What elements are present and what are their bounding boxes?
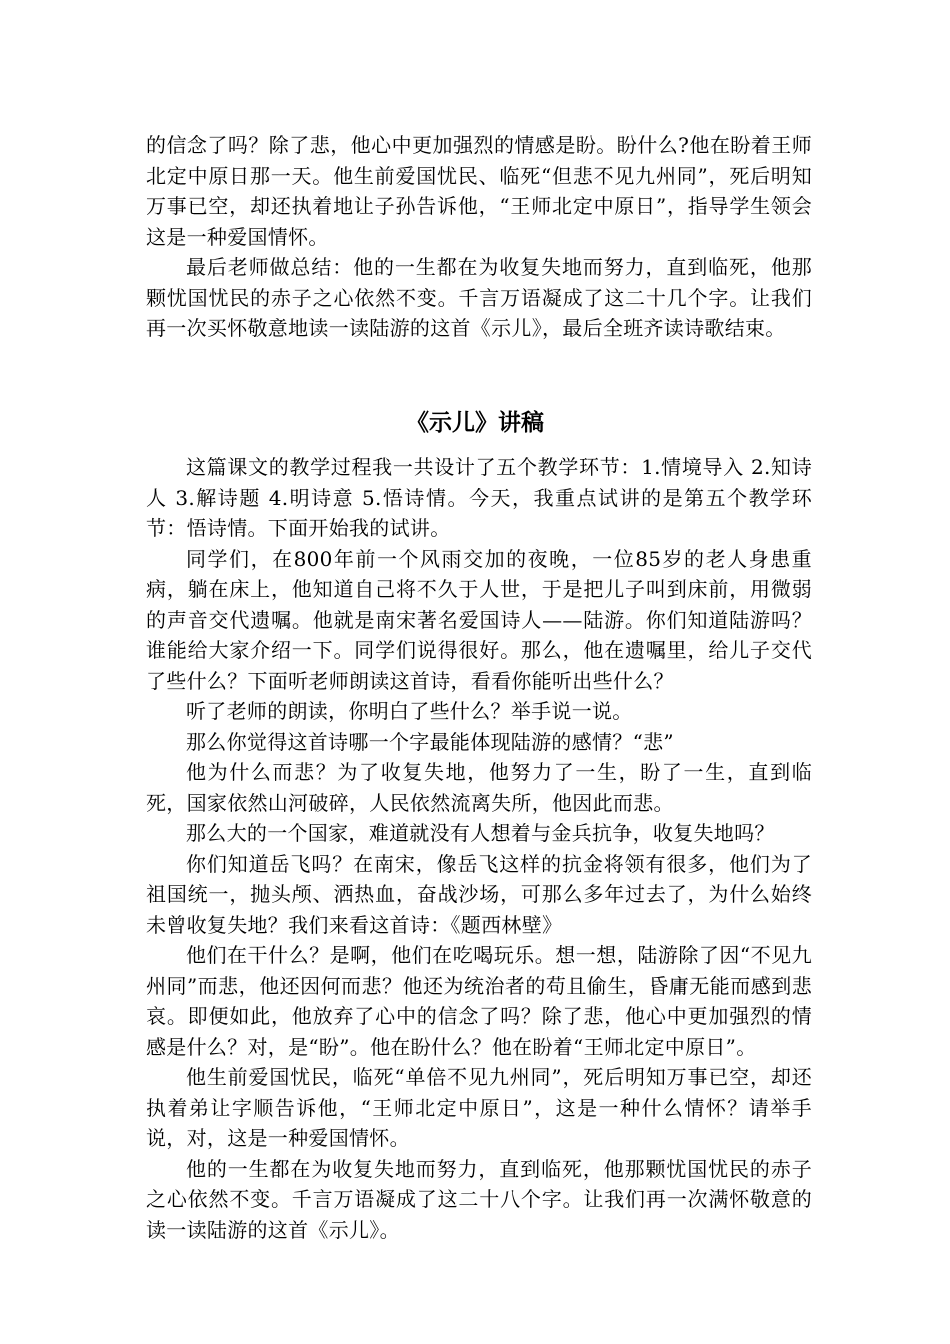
paragraph: 他生前爱国忧民，临死“单倍不见九州同”，死后明知万事已空，却还执着弟让字顺告诉他，“王师北定中原日”，这是一种什么情怀？请举手说，对，这是一种爱国情怀。 xyxy=(146,1065,812,1150)
paragraph: 你们知道岳飞吗？在南宋，像岳飞这样的抗金将领有很多，他们为了祖国统一，抛头颅、洒热血，奋战沙场，可那么多年过去了，为什么始终未曾收复失地？我们来看这首诗：《题西林壁》 xyxy=(146,851,812,937)
previous-section-text xyxy=(146,130,812,344)
paragraph: 听了老师的朗读，你明白了些什么？举手说一说。 xyxy=(186,699,633,723)
paragraph: 最后老师做总结：他的一生都在为收复失地而努力，直到临死，他那颗忧国忧民的赤子之心依然不变。千言万语凝成了这二十几个字。让我们再一次买怀敬意地读一读陆游的这首《示儿》，最后全班齐读诗歌结束。 xyxy=(146,255,812,340)
speech-body xyxy=(146,452,812,1245)
speech-title: 《示儿》讲稿 xyxy=(406,410,544,436)
paragraph: 这篇课文的教学过程我一共设计了五个教学环节：1.情境导入 2.知诗人 3.解诗题 4.明诗意 5.悟诗情。今天，我重点试讲的是第五个教学环节：悟诗情。下面开始我的试讲。 xyxy=(146,455,812,540)
paragraph: 他的一生都在为收复失地而努力，直到临死，他那颗忧国忧民的赤子之心依然不变。千言万语凝成了这二十八个字。让我们再一次满怀敬意的读一读陆游的这首《示儿》。 xyxy=(146,1156,812,1242)
paragraph: 他们在干什么？是啊，他们在吃喝玩乐。想一想，陆游除了因“不见九州同”而悲，他还因何而悲？他还为统治者的苟且偷生，昏庸无能而感到悲哀。即便如此，他放弃了心中的信念了吗？除了悲，他心中更加强烈的情感是什么？对，是“盼”。他在盼什么？他在盼着“王师北定中原日”。 xyxy=(146,943,812,1059)
paragraph: 同学们，在800年前一个风雨交加的夜晚，一位85岁的老人身患重病，躺在床上，他知道自己将不久于人世，于是把儿子叫到床前，用微弱的声音交代遗嘱。他就是南宋著名爱国诗人——陆游。你们知道陆游吗？谁能给大家介绍一下。同学们说得很好。那么，他在遗嘱里，给儿子交代了些什么？下面听老师朗读这首诗，看看你能听出些什么？ xyxy=(146,546,812,693)
paragraph: 那么你觉得这首诗哪一个字最能体现陆游的感情？“悲” xyxy=(186,729,674,754)
paragraph: 的信念了吗？除了悲，他心中更加强烈的情感是盼。盼什么?他在盼着王师北定中原日那一天。他生前爱国忧民、临死“但悲不见九州同”，死后明知万事已空，却还执着地让子孙告诉他，“王师北定中原日”，指导学生领会这是一种爱国情怀。 xyxy=(146,133,812,249)
paragraph: 他为什么而悲？为了收复失地，他努力了一生，盼了一生，直到临死，国家依然山河破碎，人民依然流离失所，他因此而悲。 xyxy=(146,760,812,815)
paragraph: 那么大的一个国家，难道就没有人想着与金兵抗争，收复失地吗？ xyxy=(186,821,775,845)
